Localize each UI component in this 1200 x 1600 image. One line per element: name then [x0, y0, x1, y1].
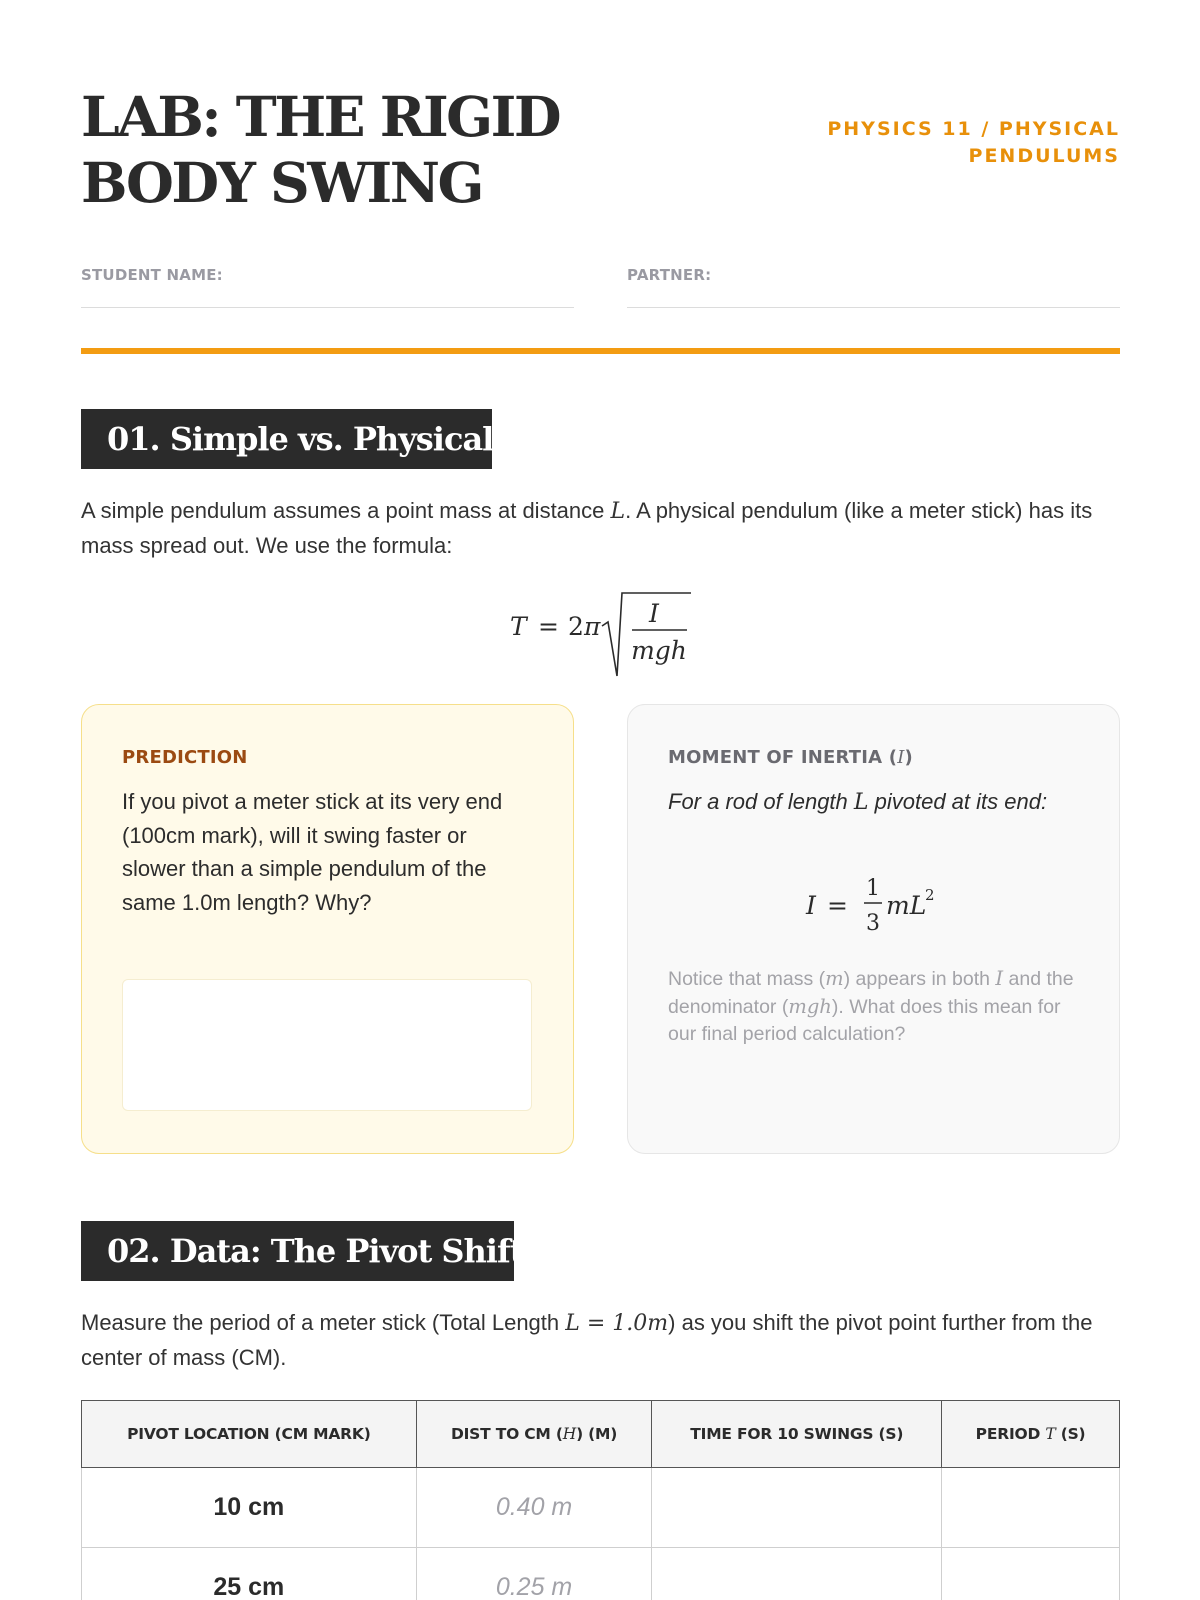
svg-text:I: I	[806, 891, 816, 920]
svg-text:mL: mL	[886, 891, 927, 920]
student-name-label: STUDENT NAME:	[81, 266, 223, 284]
section-1-intro: A simple pendulum assumes a point mass at distance L. A physical pendulum (like a meter stick) has its mass spread out. We use the formula:	[81, 498, 1093, 558]
section-2-heading: 02. Data: The Pivot Shift	[81, 1221, 514, 1281]
dist-cell: 0.25 m	[416, 1548, 652, 1600]
svg-text:π: π	[584, 612, 601, 641]
partner-label: PARTNER:	[627, 266, 712, 284]
table-row	[82, 1468, 1120, 1548]
prediction-card	[81, 704, 574, 1154]
partner-field[interactable]	[627, 266, 1120, 308]
table-row	[82, 1548, 1120, 1600]
section-2-intro: Measure the period of a meter stick (Total Length L = 1.0m) as you shift the pivot point further from the center of mass (CM).	[81, 1310, 1093, 1370]
moment-of-inertia-card	[627, 704, 1120, 1154]
moment-of-inertia-description: For a rod of length L pivoted at its end:	[668, 789, 1048, 815]
svg-text:=: =	[538, 612, 559, 641]
svg-text:2: 2	[925, 886, 935, 904]
pivot-cell: 25 cm	[82, 1548, 417, 1600]
prediction-title: PREDICTION	[122, 747, 248, 768]
moment-of-inertia-title: MOMENT OF INERTIA (I)	[668, 747, 913, 768]
period-formula	[81, 588, 1120, 678]
col-time-10-swings: TIME FOR 10 SWINGS (S)	[652, 1401, 942, 1468]
prediction-question: If you pivot a meter stick at its very end (100cm mark), will it swing faster or slower than a simple pendulum of the same 1.0m length? Why?	[122, 789, 503, 915]
header	[81, 84, 1120, 224]
prediction-answer-box[interactable]	[122, 979, 532, 1111]
col-pivot-location: PIVOT LOCATION (CM MARK)	[82, 1401, 417, 1468]
course-label: PHYSICS 11 / PHYSICAL PENDULUMS	[827, 118, 1120, 167]
inertia-note: Notice that mass (m) appears in both I and the denominator (mgh). What does this mean for our final period calculation?	[668, 967, 1074, 1045]
pivot-data-table	[81, 1400, 1120, 1600]
period-input-cell[interactable]	[942, 1548, 1120, 1600]
table-header-row	[82, 1401, 1120, 1468]
student-name-field[interactable]	[81, 266, 574, 308]
period-input-cell[interactable]	[942, 1468, 1120, 1548]
header-divider	[81, 348, 1120, 354]
svg-text:=: =	[827, 891, 848, 920]
svg-text:1: 1	[866, 876, 880, 901]
dist-cell: 0.40 m	[416, 1468, 652, 1548]
time-input-cell[interactable]	[652, 1548, 942, 1600]
pivot-cell: 10 cm	[82, 1468, 417, 1548]
svg-text:I: I	[649, 599, 659, 628]
col-period: PERIOD T (S)	[942, 1401, 1120, 1468]
inertia-formula	[628, 865, 1121, 945]
svg-text:2: 2	[568, 612, 584, 641]
section-1-heading: 01. Simple vs. Physical	[81, 409, 492, 469]
svg-text:T: T	[510, 612, 527, 641]
time-input-cell[interactable]	[652, 1468, 942, 1548]
svg-text:mgh: mgh	[631, 636, 687, 665]
page-title: LAB: THE RIGID BODY SWING	[81, 84, 560, 215]
col-dist-to-cm: DIST TO CM (H) (M)	[416, 1401, 652, 1468]
svg-text:3: 3	[866, 911, 880, 936]
